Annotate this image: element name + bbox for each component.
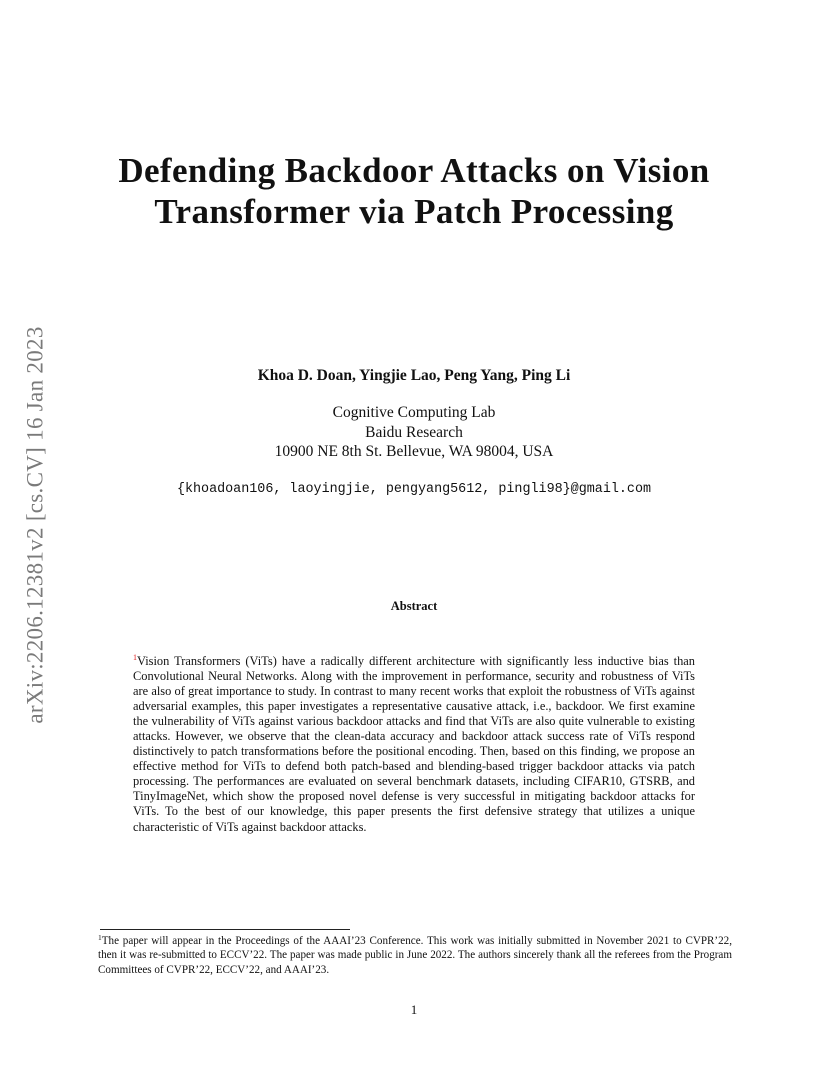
page-number: 1 bbox=[410, 1002, 418, 1017]
footnote bbox=[98, 934, 732, 977]
footnote-text: The paper will appear in the Proceedings of the AAAI’23 Conference. This work was initially submitted in November 2021 to CVPR’22, then it was re-submitted to ECCV’22. The paper was made public in June 2022. The authors sincerely thank all the referees from the Program Committees of CVPR’22, ECCV’22, and AAAI’23. bbox=[98, 935, 732, 976]
abstract-body bbox=[133, 654, 695, 835]
affiliation-block bbox=[100, 403, 728, 462]
abstract-text: Vision Transformers (ViTs) have a radically different architecture with significantly less inductive bias than Convolutional Neural Networks. Along with the improvement in performance, security and robustness of ViTs are also of great importance to study. In contrast to many recent works that exploit the robustness of ViTs against adversarial examples, this paper investigates a representative causative attack, i.e., backdoor. We first examine the vulnerability of ViTs against various backdoor attacks and find that ViTs are also quite vulnerable to existing attacks. However, we observe that the clean-data accuracy and backdoor attack success rate of ViTs respond distinctively to patch transformations before the positional encoding. Then, based on this finding, we propose an effective method for ViTs to defend both patch-based and blending-based trigger backdoor attacks via patch processing. The performances are evaluated on several benchmark datasets, including CIFAR10, GTSRB, and TinyImageNet, which show the proposed novel defense is very successful in mitigating backdoor attacks for ViTs. To the best of our knowledge, this paper presents the first defensive strategy that utilizes a unique characteristic of ViTs against backdoor attacks. bbox=[133, 654, 695, 834]
author-emails: {khoadoan106, laoyingjie, pengyang5612, pingli98}@gmail.com bbox=[176, 482, 652, 497]
arxiv-identifier-text: arXiv:2206.12381v2 [cs.CV] 16 Jan 2023 bbox=[23, 326, 48, 724]
author-list: Khoa D. Doan, Yingjie Lao, Peng Yang, Ping Li bbox=[257, 367, 571, 384]
affiliation-address: 10900 NE 8th St. Bellevue, WA 98004, USA bbox=[274, 443, 554, 460]
paper-title: Defending Backdoor Attacks on Vision Transformer via Patch Processing bbox=[118, 151, 710, 231]
affiliation-organization: Baidu Research bbox=[365, 423, 463, 441]
footnote-number: 1 bbox=[98, 933, 102, 942]
footnote-link-marker[interactable]: 1 bbox=[133, 653, 137, 662]
affiliation-lab: Cognitive Computing Lab bbox=[332, 404, 496, 421]
footnote-divider bbox=[100, 929, 350, 930]
arxiv-identifier-stamp bbox=[18, 290, 54, 760]
abstract-heading: Abstract bbox=[390, 599, 438, 613]
